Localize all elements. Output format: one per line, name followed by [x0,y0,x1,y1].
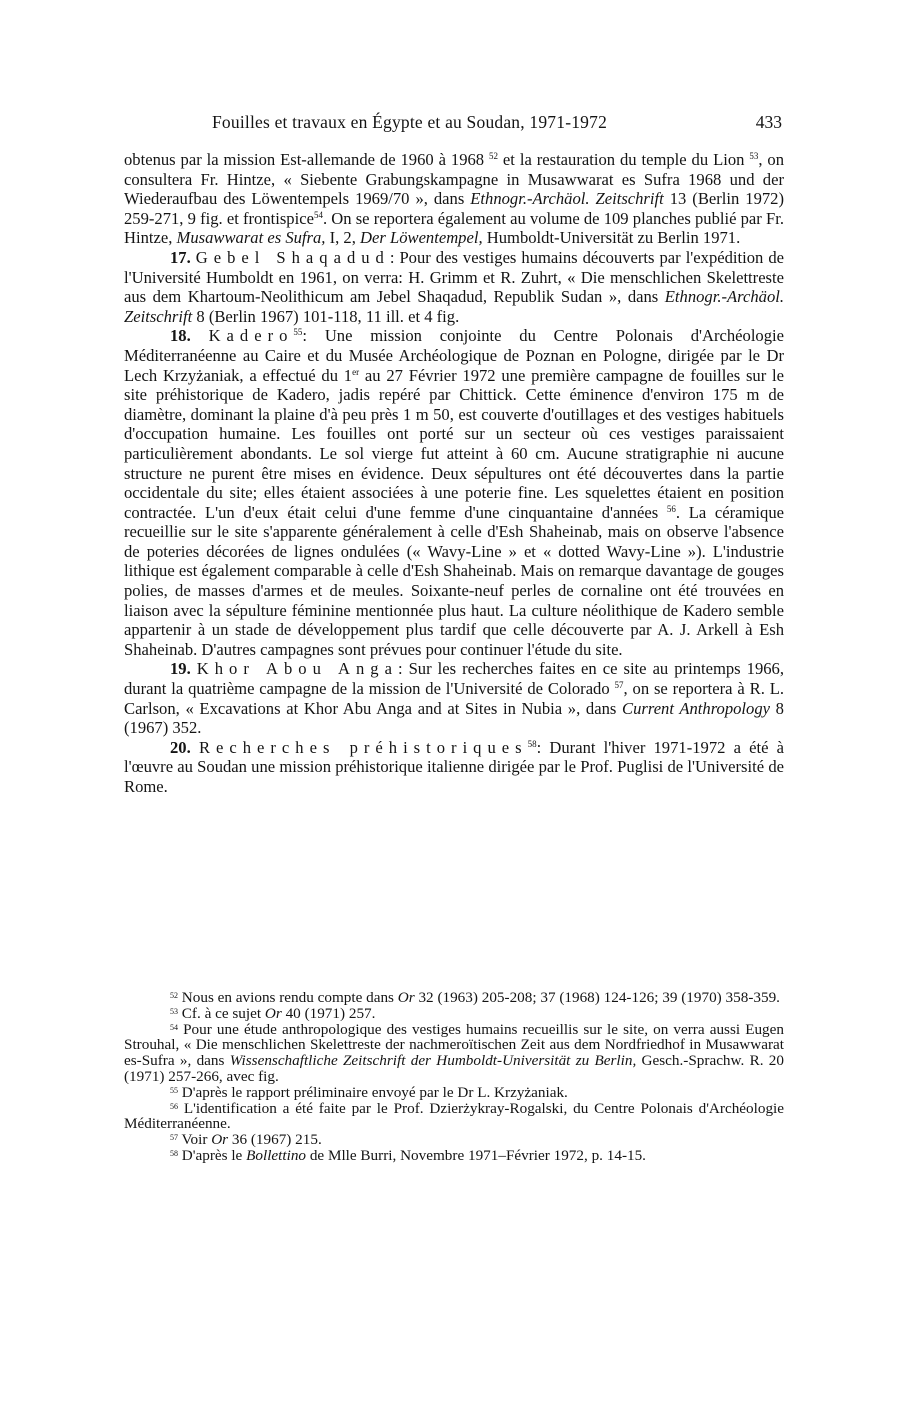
section-17: 17. Gebel Shaqadud: Pour des vestiges humains découverts par l'expédition de l'Université Humboldt en 1961, on verra: H. Grimm et R. Zuhrt, « Die menschlichen Skelettreste aus dem Khartoum-Neolithicum am Jebel Shaqadud, Republik Sudan », dans Ethnogr.-Archäol. Zeitschrift 8 (Berlin 1967) 101-118, 11 ill. et 4 fig. [124,247,785,326]
footnote-52: $^{52}$ Nous en avions rendu compte dans Or 32 (1963) 205-208; 37 (1968) 124-126; 39 (1970) 358-359. [170,989,780,1006]
footnote-54: $^{54}$ Pour une étude anthropologique des vestiges humains recueillis sur le site, on verra aussi Eugen Strouhal, « Die menschlichen Skelettreste der nachmeroïtischen Zeit aus dem Nordfriedhof in Musawwarat es-Sufra », dans Wissenschaftliche Zeitschrift der Humboldt-Universität zu Berlin, Gesch.-Sprachw. R. 20 (1971) 257-266, avec fig. [124,1020,784,1085]
footnote-53: $^{53}$ Cf. à ce sujet Or 40 (1971) 257. [170,1004,376,1022]
page-number: 433 [755,112,782,132]
section-number: 19. [170,659,191,679]
section-number: 18. [170,326,191,346]
section-19: 19. Khor Abou Anga: Sur les recherches faites en ce site au printemps 1966, durant la quatrième campagne de la mission de l'Université de Colorado $^{57}$, on se reportera à R. L. Carlson, « Excavations at Khor Abu Anga and at Sites in Nubia », dans Current Anthropology 8 (1967) 352. [124,659,784,738]
footnotes [124,990,784,1164]
section-number: 20. [170,737,191,757]
section-number: 17. [170,247,191,267]
section-20: 20. Recherches préhistoriques$^{58}$: Durant l'hiver 1971-1972 a été à l'œuvre au Soudan une mission préhistorique italienne dirigée par le Prof. Puglisi de l'Université de Rome. [124,737,785,796]
section-heading: Khor Abou Anga [196,659,398,679]
main-text [124,150,784,797]
section-18: 18. Kadero$^{55}$: Une mission conjointe du Centre Polonais d'Archéologie Méditerranéenne au Caire et du Musée Archéologique de Poznan en Pologne, dirigée par le Dr Lech Krzyżaniak, a effectué du 1er au 27 Février 1972 une première campagne de fouilles sur le site préhistorique de Kadero, jadis repéré par Chittick. Cette éminence d'environ 175 m de diamètre, dominant la plaine d'à peu près 1 m 50, est couverte d'outillages et des vestiges habituels d'occupation humaine. Les fouilles ont porté sur un secteur où ces vestiges paraissaient particulièrement abondants. Le sol vierge fut atteint à 60 cm. Aucune stratigraphie ni aucune structure ne purent être mises en évidence. Deux sépultures ont été découvertes dans la partie occidentale du site; elles étaient associées à une poterie fine. Les squelettes étaient en position contractée. L'un d'eux était celui d'une femme d'une cinquantaine d'années $^{56}$. La céramique recueillie sur le site s'apparente généralement à celle d'Esh Shaheinab, mais on observe l'absence de poteries décorées de lignes ondulées (« Wavy-Line » et « dotted Wavy-Line »). L'industrie lithique est également comparable à celle d'Esh Shaheinab. Mais on remarque davantage de gouges polies, de masses d'armes et de meules. Soixante-neuf perles de cornaline ont été trouvées en liaison avec la sépulture féminine mentionnée plus haut. La culture néolithique de Kadero semble appartenir à un stade de développement plus tardif que celle découverte par A. J. Arkell à Esh Shaheinab. D'autres campagnes sont prévues pour continuer l'étude du site. [124,326,785,659]
section-heading: Gebel Shaqadud [195,247,390,267]
footnote-ref-58: 58 [527,738,537,749]
footnote-ref-54: 54 [313,209,323,220]
header-title: Fouilles et travaux en Égypte et au Soudan, 1971-1972 [212,112,608,132]
footnote-ref-55: 55 [293,327,303,338]
paragraph-continued: obtenus par la mission Est-allemande de 1960 à 1968 $^{52}$ et la restauration du temple du Lion $^{53}$, on consultera Fr. Hintze, « Siebente Grabungskampagne in Musawwarat es Sufra 1968 und der Wiederaufbau des Löwentempels 1969/70 », dans Ethnogr.-Archäol. Zeitschrift 13 (Berlin 1972) 259-271, 9 fig. et frontispice$^{54}$. On se reportera également au volume de 109 planches publié par Fr. Hintze, Musawwarat es Sufra, I, 2, Der Löwentempel, Humboldt-Universität zu Berlin 1971. [124,150,785,248]
section-heading: Kadero [208,326,294,346]
footnote-55: $^{55}$ D'après le rapport préliminaire envoyé par le Dr L. Krzyżaniak. [170,1083,568,1101]
section-heading: Recherches préhistoriques [198,737,528,757]
running-header [124,112,782,138]
footnote-ref-52: 52 [489,151,499,161]
footnote-56: $^{56}$ L'identification a été faite par le Prof. Dzierżykray-Rogalski, du Centre Polonais d'Archéologie Méditerranéenne. [124,1099,784,1133]
footnote-58: $^{58}$ D'après le Bollettino de Mlle Burri, Novembre 1971–Février 1972, p. 14-15. [170,1146,646,1164]
footnote-ref-56: 56 [666,503,676,514]
footnote-57: $^{57}$ Voir Or 36 (1967) 215. [170,1131,322,1149]
footnote-ref-57: 57 [614,680,624,691]
footnote-ref-53: 53 [749,151,759,161]
